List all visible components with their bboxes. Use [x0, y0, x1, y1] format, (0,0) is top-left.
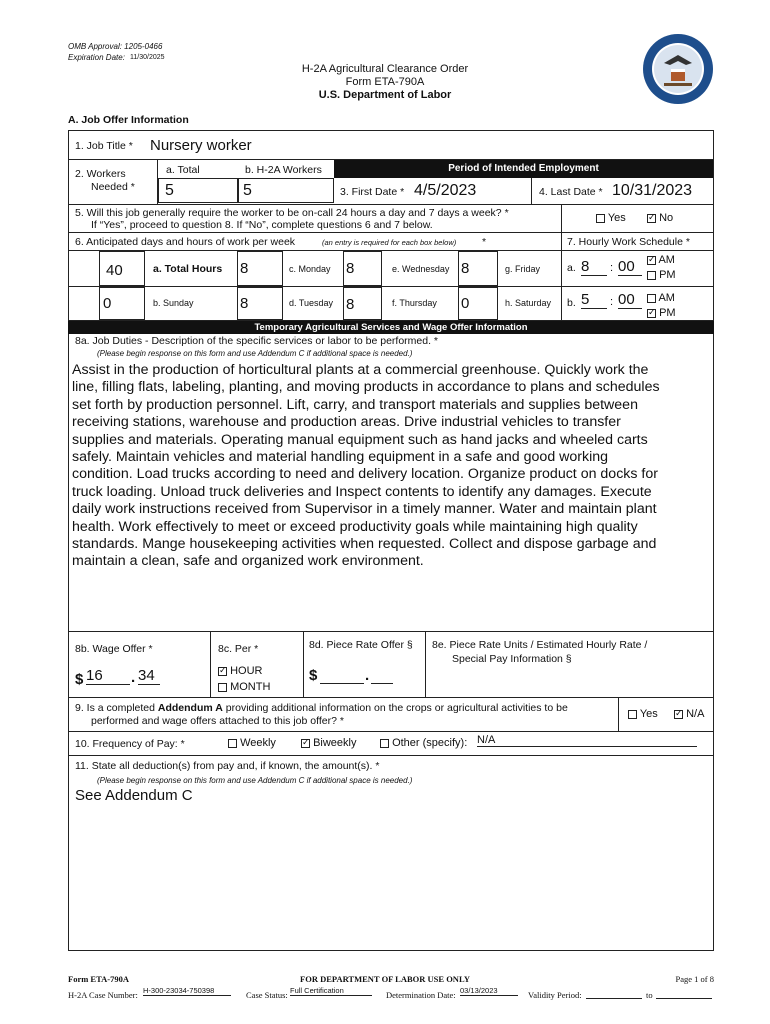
form-number: Form ETA-790A	[345, 76, 425, 88]
pay-other-option[interactable]	[380, 737, 467, 749]
footer-page: Page 1 of 8	[675, 974, 714, 984]
duty-line: line, filling flats, labeling, planting, and moving products in accordance to plans and schedules	[72, 379, 660, 396]
total-label: a. Total	[166, 164, 200, 176]
determination-value: 03/13/2023	[460, 986, 518, 996]
temp-services-header: Temporary Agricultural Services and Wage Offer Information	[68, 321, 714, 334]
department-name: U.S. Department of Labor	[318, 89, 452, 101]
q5-no-option[interactable]	[647, 212, 673, 224]
tuesday-top-value: 8	[240, 295, 249, 312]
footer-dol-use: FOR DEPARTMENT OF LABOR USE ONLY	[300, 974, 470, 984]
determination-label: Determination Date:	[386, 990, 456, 1000]
pm-label: PM	[659, 307, 676, 319]
per-hour-label: HOUR	[230, 665, 263, 677]
q5-yes-label: Yes	[607, 212, 626, 224]
omb-approval: OMB Approval: 1205-0466	[68, 42, 163, 51]
workers-label-2: Needed *	[91, 181, 135, 193]
piece-rate-whole[interactable]	[320, 668, 364, 684]
footer-form: Form ETA-790A	[68, 974, 129, 984]
pm-label: PM	[659, 269, 676, 281]
saturday-label: h. Saturday	[505, 298, 552, 308]
sunday-value: 0	[103, 295, 112, 312]
q8d-label: 8d. Piece Rate Offer §	[309, 639, 413, 651]
duty-line: set forth by production personnel. Lift, carry, and transport materials and supplies between	[72, 396, 638, 413]
q6-required: *	[482, 236, 487, 248]
per-month-label: MONTH	[230, 681, 271, 693]
q8c-label: 8c. Per *	[218, 643, 259, 655]
wage-cents[interactable]: 34	[138, 667, 160, 685]
h2a-workers-box[interactable]	[238, 178, 334, 203]
tuesday-value: 8	[346, 296, 355, 313]
pay-biweekly-option[interactable]	[301, 737, 356, 749]
q8b-label: 8b. Wage Offer *	[75, 643, 153, 655]
validity-end	[656, 998, 712, 999]
checkbox-icon	[647, 271, 656, 280]
deductions-value[interactable]: See Addendum C	[75, 787, 193, 804]
validity-label: Validity Period:	[528, 990, 582, 1000]
schedule-b-hour[interactable]: 5	[581, 291, 607, 309]
duty-line: truck loading. Unload truck deliveries and Inspect contents to identify any damages. Execute	[72, 483, 652, 500]
duty-line: condition. Load trucks according to need and delivery location. Organize product on docks for	[72, 466, 658, 483]
friday-label: g. Friday	[505, 264, 541, 274]
checkbox-icon	[596, 214, 605, 223]
sunday-label: b. Sunday	[153, 298, 194, 308]
q8e-label-2: Special Pay Information §	[452, 653, 572, 665]
schedule-b-minute[interactable]: 00	[618, 291, 642, 309]
piece-rate-cents[interactable]	[371, 668, 393, 684]
am-label: AM	[658, 292, 675, 304]
period-of-employment-header: Period of Intended Employment	[334, 160, 713, 178]
other-label: Other (specify):	[392, 737, 468, 749]
am-label: AM	[658, 254, 675, 266]
job-title-value[interactable]: Nursery worker	[150, 137, 252, 154]
piece-decimal: .	[365, 667, 370, 684]
validity-to: to	[646, 990, 653, 1000]
schedule-b-am-option[interactable]	[647, 292, 675, 304]
biweekly-label: Biweekly	[313, 737, 357, 749]
case-status-value: Full Certification	[290, 986, 372, 996]
wage-decimal: .	[131, 669, 136, 686]
q9-na-label: N/A	[686, 708, 705, 720]
duty-line: safely. Maintain vehicles and material handling equipment in a safe and good working	[72, 449, 609, 466]
monday-top-value: 8	[240, 260, 249, 277]
expiration-label: Expiration Date:	[68, 53, 125, 62]
checked-checkbox-icon	[301, 739, 310, 748]
total-hours-label: a. Total Hours	[153, 263, 223, 275]
thursday-label: f. Thursday	[392, 298, 437, 308]
duty-line: standards. Mange housekeeping activities when requested. Collect and dispose garbage and	[72, 536, 657, 553]
duty-line: daily work instructions received from Supervisor in a timely manner. Water and maintain plant	[72, 501, 657, 518]
expiration-value: 11/30/2025	[130, 54, 165, 61]
monday-value: 8	[346, 260, 355, 277]
schedule-b-colon: :	[610, 296, 614, 308]
per-month-option[interactable]	[218, 681, 270, 693]
h2a-workers-label: b. H-2A Workers	[245, 164, 322, 176]
checked-checkbox-icon	[674, 710, 683, 719]
wednesday-label: e. Wednesday	[392, 264, 450, 274]
q9-yes-label: Yes	[639, 708, 658, 720]
duty-line: Assist in the production of horticultural plants at a commercial greenhouse. Quickly work the	[72, 362, 649, 378]
duty-line: receiving stations, warehouse and production areas. Drive industrial vehicles to transfer	[72, 414, 621, 431]
piece-dollar-sign: $	[309, 667, 318, 684]
weekly-label: Weekly	[240, 737, 276, 749]
q9-na-option[interactable]	[674, 708, 704, 720]
schedule-a-pm-option[interactable]	[647, 269, 676, 281]
q5-yes-option[interactable]	[596, 212, 626, 224]
duty-line: maintain a clean, safe and organized work environment.	[72, 553, 424, 570]
last-date-label: 4. Last Date *	[539, 186, 603, 198]
schedule-a-am-option[interactable]	[647, 254, 675, 266]
first-date-value[interactable]: 4/5/2023	[414, 182, 477, 199]
wage-whole[interactable]: 16	[86, 667, 130, 685]
schedule-a-label: a.	[567, 262, 576, 274]
pay-other-field[interactable]: N/A	[477, 734, 697, 747]
total-hours-value: 40	[106, 262, 123, 279]
job-duties-text[interactable]	[72, 362, 712, 571]
duty-line: supplies and materials. Operating manual equipment such as hand jacks and wheeled carts	[72, 431, 648, 448]
dol-seal-icon	[642, 33, 714, 105]
q8a-label: 8a. Job Duties - Description of the specific services or labor to be performed. *	[75, 335, 438, 347]
q9-text-b: providing additional information on the crops or agricultural activities to be	[225, 702, 568, 714]
q8e-label: 8e. Piece Rate Units / Estimated Hourly Rate /	[432, 639, 648, 651]
q5-question: 5. Will this job generally require the worker to be on-call 24 hours a day and 7 days a week? *	[75, 207, 509, 219]
checkbox-icon	[218, 683, 227, 692]
last-date-value[interactable]: 10/31/2023	[612, 182, 693, 199]
monday-label: c. Monday	[289, 264, 331, 274]
case-status-label: Case Status:	[246, 990, 288, 1000]
q9-yes-option[interactable]	[628, 708, 658, 720]
first-date-label: 3. First Date *	[340, 186, 405, 198]
q10-label: 10. Frequency of Pay: *	[75, 738, 185, 750]
case-number-label: H-2A Case Number:	[68, 990, 138, 1000]
checked-checkbox-icon	[647, 309, 656, 318]
wage-dollar-sign: $	[75, 671, 84, 688]
q11-label: 11. State all deduction(s) from pay and, if known, the amount(s). *	[75, 760, 380, 772]
q5-instruction: If “Yes”, proceed to question 8. If “No”, complete questions 6 and 7 below.	[91, 219, 433, 231]
q9-question	[75, 702, 568, 714]
q6-note: (an entry is required for each box below)	[322, 238, 457, 247]
q9-question-2: performed and wage offers attached to this job offer? *	[91, 715, 344, 727]
checkbox-icon	[647, 294, 656, 303]
schedule-b-pm-option[interactable]	[647, 307, 676, 319]
total-workers-value: 5	[165, 182, 174, 199]
section-a-title: A. Job Offer Information	[68, 114, 189, 126]
h2a-workers-value: 5	[243, 182, 252, 199]
q9-addendum: Addendum A	[157, 702, 223, 714]
checked-checkbox-icon	[647, 256, 656, 265]
q11-note: (Please begin response on this form and use Addendum C if additional space is needed.)	[97, 776, 413, 785]
tuesday-label: d. Tuesday	[289, 298, 334, 308]
workers-label: 2. Workers	[75, 168, 126, 180]
q5-no-label: No	[659, 212, 674, 224]
thursday-value: 0	[461, 295, 470, 312]
checked-checkbox-icon	[647, 214, 656, 223]
q7-label: 7. Hourly Work Schedule *	[567, 236, 690, 248]
duty-line: health. Work effectively to meet or exceed productivity goals while maintaining high quality	[72, 518, 638, 535]
schedule-a-colon: :	[610, 262, 614, 274]
schedule-b-label: b.	[567, 297, 576, 309]
per-hour-option[interactable]	[218, 665, 262, 677]
checkbox-icon	[228, 739, 237, 748]
form-title: H-2A Agricultural Clearance Order	[301, 63, 469, 75]
job-title-label: 1. Job Title *	[75, 140, 133, 152]
schedule-a-minute[interactable]: 00	[618, 258, 642, 276]
validity-start	[586, 998, 642, 999]
q6-label: 6. Anticipated days and hours of work per week	[75, 236, 296, 248]
case-number-value: H-300-23034-750398	[143, 986, 231, 996]
pay-weekly-option[interactable]	[228, 737, 276, 749]
q9-text-a: 9. Is a completed	[75, 702, 155, 714]
checkbox-icon	[628, 710, 637, 719]
checked-checkbox-icon	[218, 667, 227, 676]
q8a-note: (Please begin response on this form and use Addendum C if additional space is needed.)	[97, 349, 413, 358]
checkbox-icon	[380, 739, 389, 748]
wednesday-value: 8	[461, 260, 470, 277]
schedule-a-hour[interactable]: 8	[581, 258, 607, 276]
